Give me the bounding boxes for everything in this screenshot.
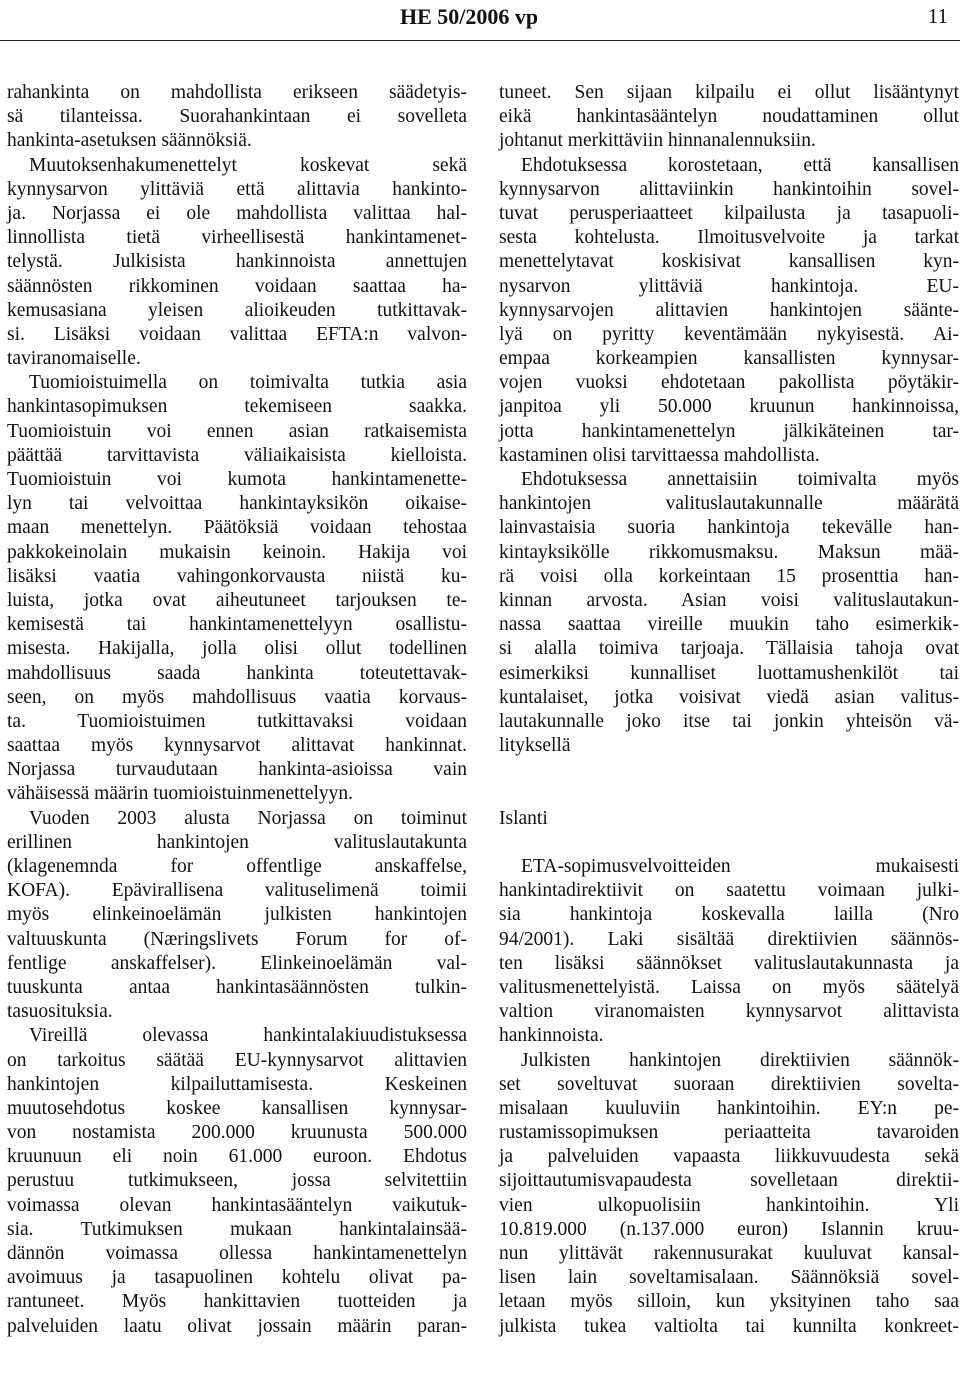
text-line: rahankinta on mahdollista erikseen säädetyis- [7, 82, 467, 103]
text-line: Tuomioistuin voi kumota hankintamenette- [7, 469, 467, 490]
text-line: rustamissopimuksen periaatteita tavaroiden [499, 1122, 959, 1144]
text-line: kynnysarvon ylittäviä että alittavia hankinto- [7, 178, 467, 200]
text-line: rantuneet. Myös hankittavien tuotteiden ja [7, 1291, 467, 1313]
text-line: Tuomioistuimella on toimivalta tutkia asia [29, 372, 467, 394]
text-line: linnollista tietä virheellisestä hankintamenet- [7, 227, 467, 249]
text-line: menettelytavat koskisivat kansallisen kyn- [499, 251, 959, 273]
text-line: lyä on pyritty keventämään nykyisestä. Ai- [499, 323, 959, 345]
text-line: sia. Tutkimuksen mukaan hankintalainsää- [7, 1218, 467, 1240]
text-line: hankintojen kilpailuttamisesta. Keskeinen [7, 1073, 467, 1095]
text-line: nysarvon ylittäviä hankintoja. EU- [499, 275, 959, 297]
text-line: telystä. Julkisista hankinnoista annettujen [7, 251, 467, 273]
text-line: rä voisi olla korkeintaan 15 prosenttia han- [499, 565, 959, 587]
text-line: si. Lisäksi voidaan valittaa EFTA:n valvon- [7, 323, 467, 345]
text-line: tuvat perusperiaatteet kilpailusta ja tasapuoli- [499, 202, 959, 224]
text-line: sijoittautumisvapaudesta sovelletaan direktii- [499, 1170, 959, 1192]
text-line: pakkokeinolain mukaisin keinoin. Hakija voi [7, 541, 467, 563]
text-line: ETA-sopimusvelvoitteiden mukaisesti [521, 856, 959, 877]
text-line: tuuskunta antaa hankintasäännösten tulkin- [7, 976, 467, 998]
text-line: ta. Tuomioistuimen tutkittavaksi voidaan [7, 710, 467, 732]
text-line: kruunuun eli noin 61.000 euroon. Ehdotus [7, 1146, 467, 1168]
text-line: lyn tai velvoittaa hankintayksikön oikaise- [7, 493, 467, 515]
section-heading-islanti: Islanti [499, 807, 548, 829]
text-line: lainvastaisia suoria hankintoja tekevälle han- [499, 517, 959, 539]
text-line: sesta kohtelusta. Ilmoitusvelvoite ja tarkat [499, 227, 959, 249]
text-line: ten lisäksi säännökset valituslautakunnasta ja [499, 952, 959, 974]
text-line: kuntalaiset, jotka voisivat viedä asian valitus- [499, 686, 959, 708]
text-line: Julkisten hankintojen direktiivien säännök- [521, 1049, 959, 1071]
text-line: (klagenemnda for offentlige anskaffelse, [7, 856, 467, 877]
text-line: muutosehdotus koskee kansallisen kynnysar- [7, 1097, 467, 1119]
text-line: kynnysarvojen alittavien hankintojen säänte- [499, 299, 959, 321]
text-line: set soveltuvat suoraan direktiivien sovelta- [499, 1073, 959, 1095]
text-line: ja. Norjassa ei ole mahdollista valittaa hal- [7, 202, 467, 224]
text-line: erillinen hankintojen valituslautakunta [7, 831, 467, 853]
text-line: hankinta-asetuksen säännöksiä. [7, 130, 252, 152]
text-line: myös elinkeinoelämän julkisten hankintojen [7, 904, 467, 926]
text-line: Norjassa turvaudutaan hankinta-asioissa vain [7, 759, 467, 781]
text-line: palveluiden laatu olivat jossain määrin paran- [7, 1315, 467, 1337]
right-column [499, 81, 959, 1339]
text-line: sä tilanteissa. Suorahankintaan ei sovelleta [7, 106, 467, 128]
text-line: KOFA). Epävirallisena valituselimenä toimii [7, 880, 467, 902]
text-line: Tuomioistuin voi ennen asian ratkaisemista [7, 420, 467, 442]
text-line: Vireillä olevassa hankintalakiuudistuksessa [29, 1025, 467, 1047]
text-line: valtuuskunta (Næringslivets Forum for of- [7, 928, 467, 950]
text-line: mahdollisuus saada hankinta toteutettavak- [7, 662, 467, 684]
text-line: seen, on myös mahdollisuus vaatia korvaus- [7, 686, 467, 708]
text-line: kynnysarvon alittaviinkin hankintoihin sovel- [499, 178, 959, 200]
text-line: valtion viranomaisten kynnysarvot alittavista [499, 1001, 959, 1023]
text-line: hankintojen valituslautakunnalle määrätä [499, 493, 959, 515]
text-line: julkista tukea valtiolta tai kunnilta konkreet- [499, 1315, 959, 1337]
text-line: päättää tarvittavista väliaikaisista kielloista. [7, 444, 467, 466]
text-line: sia hankintoja koskevalla lailla (Nro [499, 904, 959, 926]
text-line: tasuosituksia. [7, 1001, 113, 1023]
text-line: lisäksi vaatia vahingonkorvausta niistä ku- [7, 565, 467, 587]
text-line: vojen vuoksi ehdotetaan pakollista pöytäkir- [499, 372, 959, 394]
text-line: perustuu tutkimukseen, jossa selvitettiin [7, 1170, 467, 1192]
text-line: kemisestä tai hankintamenettelyyn osallistu- [7, 614, 467, 636]
text-line: avoimuus ja tasapuolinen kohtelu olivat pa- [7, 1267, 467, 1289]
text-line: misesta. Hakijalla, jolla olisi ollut todellinen [7, 638, 467, 660]
text-line: misalaan kuuluviin hankintoihin. EY:n pe- [499, 1097, 959, 1119]
text-line: letaan myös silloin, kun yksityinen taho saa [499, 1291, 959, 1313]
text-line: kastaminen olisi tarvittaessa mahdollista. [499, 444, 820, 466]
text-line: lautakunnalle joko itse tai jonkin yhteisön vä- [499, 710, 959, 732]
text-line: hankintasopimuksen tekemiseen saakka. [7, 396, 467, 418]
text-line: tuneet. Sen sijaan kilpailu ei ollut lisääntynyt [499, 82, 959, 103]
text-line: saattaa myös kynnysarvot alittavat hankinnat. [7, 735, 467, 757]
text-line: säännösten rikkominen voidaan saattaa ha- [7, 275, 467, 297]
text-line: Ehdotuksessa korostetaan, että kansallisen [521, 154, 959, 176]
text-line: si alalla toimiva tarjoaja. Tällaisia tahoja ovat [499, 638, 959, 660]
text-line: eikä hankintasääntelyn noudattaminen ollut [499, 106, 959, 128]
right-column-section-1 [499, 81, 959, 758]
text-line: fentlige anskaffelser). Elinkeinoelämän val- [7, 952, 467, 974]
text-line: dännön voimassa ollessa hankintamenettelyn [7, 1243, 467, 1264]
text-line: lisen lain soveltamisalaan. Säännöksiä sovel- [499, 1267, 959, 1289]
text-line: von nostamista 200.000 kruunusta 500.000 [7, 1122, 467, 1144]
text-line: Vuoden 2003 alusta Norjassa on toiminut [29, 807, 467, 829]
text-line: janpitoa yli 50.000 kruunun hankinnoissa, [499, 396, 959, 418]
text-line: valitusmenettelyistä. Laissa on myös säätelyä [499, 976, 959, 998]
right-column-section-2 [499, 855, 959, 1339]
text-line: nun ylittävät rakennusurakat kuuluvat kansal- [499, 1243, 959, 1264]
text-line: johtanut merkittäviin hinnanalennuksiin. [499, 130, 816, 152]
text-line: 94/2001). Laki sisältää direktiivien säännös- [499, 928, 959, 950]
text-line: Ehdotuksessa annettaisiin toimivalta myös [521, 469, 959, 490]
text-line: 10.819.000 (n.137.000 euron) Islannin kruu- [499, 1218, 959, 1240]
page-number: 11 [927, 4, 948, 28]
text-line: on tarkoitus säätää EU-kynnysarvot alittavien [7, 1049, 467, 1071]
text-line: voimassa olevan hankintasääntelyn vaikutuk- [7, 1194, 467, 1216]
text-line: taviranomaiselle. [7, 348, 141, 370]
text-line: kinnan arvosta. Asian voisi valituslautakun- [499, 589, 959, 611]
text-line: vähäisessä määrin tuomioistuinmenettelyyn. [7, 783, 354, 805]
text-line: kintayksikölle rikkomusmaksu. Maksun mää- [499, 541, 959, 563]
text-line: kemusasiana yleisen alioikeuden tutkittavak- [7, 299, 467, 321]
page-header [0, 0, 960, 41]
text-line: empaa korkeampien kansallisten kynnysar- [499, 348, 959, 370]
text-line: hankinnoista. [499, 1025, 604, 1047]
text-line: vien ulkopuolisiin hankintoihin. Yli [499, 1194, 959, 1216]
text-line: Muutoksenhakumenettelyt koskevat sekä [29, 154, 467, 176]
text-line: esimerkiksi kunnalliset luottamushenkilöt tai [499, 662, 959, 684]
text-line: lityksellä [499, 735, 571, 757]
text-line: luista, jotka ovat aiheutuneet tarjouksen te- [7, 589, 467, 611]
document-id: HE 50/2006 vp [400, 4, 539, 29]
left-column [7, 81, 467, 1339]
text-line: nassa saattaa vireille muukin taho esimerkik- [499, 614, 959, 636]
text-line: ja palveluiden vapaasta liikkuvuudesta sekä [499, 1146, 959, 1168]
text-line: jotta hankintamenettelyn jälkikäteinen tar- [499, 420, 959, 442]
text-line: maan menettelyn. Päätöksiä voidaan tehostaa [7, 517, 467, 539]
text-line: hankintadirektiivit on saatettu voimaan julki- [499, 880, 959, 902]
